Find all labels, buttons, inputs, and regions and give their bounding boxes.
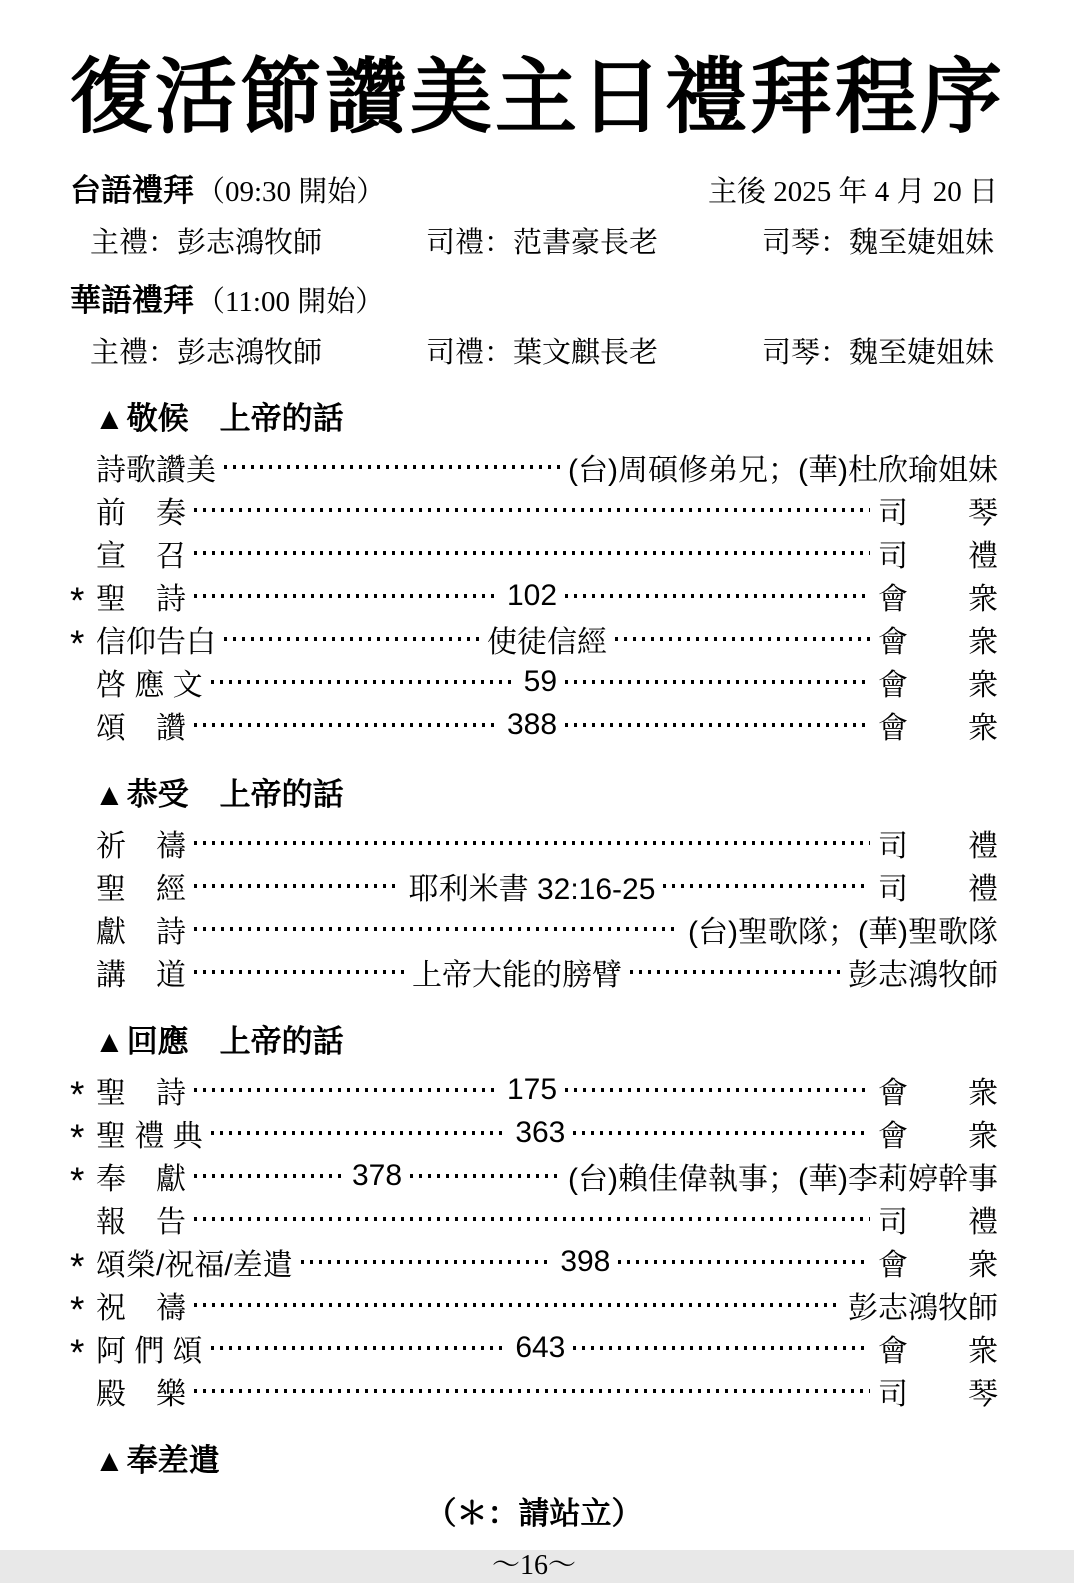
program-row <box>70 1155 998 1201</box>
stand-asterisk: * <box>70 1245 85 1287</box>
program-row <box>70 1327 999 1373</box>
program-item-assignee: (台)周碩修弟兄；(華)杜欣瑜姐妹 <box>568 454 998 488</box>
dot-leader <box>194 1217 870 1221</box>
program-row <box>70 865 998 908</box>
program-row <box>70 704 998 747</box>
section-header <box>94 769 998 814</box>
program-item-label: 宣 召 <box>96 540 186 574</box>
program-item-value: 耶利米書 32:16-25 <box>408 873 656 907</box>
program-item-label: 信仰告白 <box>96 626 216 660</box>
program-row <box>70 661 998 704</box>
dot-leader <box>194 594 499 598</box>
section-header <box>94 393 998 438</box>
triangle-marker-icon: ▲ <box>94 1442 125 1478</box>
program-item-value: 378 <box>351 1159 403 1193</box>
program-row <box>70 1112 999 1158</box>
program-item-value: 175 <box>506 1073 558 1107</box>
program-item-value: 363 <box>515 1116 566 1150</box>
program-row <box>70 618 998 664</box>
dot-leader <box>573 1346 870 1350</box>
stand-asterisk: * <box>70 1288 85 1330</box>
service-header-taiwanese <box>70 165 998 210</box>
triangle-marker-icon: ▲ <box>94 1023 125 1059</box>
program-item-value: 388 <box>506 708 558 742</box>
dot-leader <box>630 970 840 974</box>
triangle-marker-icon: ▲ <box>94 776 125 812</box>
staff-liturgist: 司禮：葉文麒長老 <box>425 336 658 369</box>
dot-leader <box>211 1346 508 1350</box>
dot-leader <box>194 1088 499 1092</box>
program-item-assignee: (台)聖歌隊；(華)聖歌隊 <box>688 916 998 950</box>
program-item-label: 祝 禱 <box>96 1292 186 1326</box>
program-row <box>70 575 998 621</box>
program-item-label: 詩歌讚美 <box>96 454 216 488</box>
program-item-assignee: 會 衆 <box>878 669 999 703</box>
program-row <box>70 1198 998 1241</box>
section-header-label: 敬候 上帝的話 <box>126 400 344 436</box>
program-item-label: 阿 們 頌 <box>96 1335 203 1369</box>
service-staff-taiwanese <box>90 220 994 261</box>
program-item-assignee: 會 衆 <box>878 712 998 746</box>
program-item-assignee: 彭志鴻牧師 <box>848 959 998 993</box>
section-header <box>94 1435 998 1480</box>
program-row <box>70 1284 998 1330</box>
program-item-label: 殿 樂 <box>96 1378 186 1412</box>
program-item-assignee: 司 禮 <box>878 540 998 574</box>
staff-presider: 主禮：彭志鴻牧師 <box>90 336 323 369</box>
dot-leader <box>301 1260 553 1264</box>
dot-leader <box>194 1174 344 1178</box>
program-item-label: 聖 詩 <box>96 583 186 617</box>
program-row <box>70 489 998 532</box>
dot-leader <box>211 1131 508 1135</box>
program-row <box>70 532 998 575</box>
dot-leader <box>194 884 401 888</box>
program-item-assignee: 彭志鴻牧師 <box>848 1292 998 1326</box>
program-item-assignee: 司 禮 <box>878 830 998 864</box>
dot-leader <box>565 594 870 598</box>
program-item-value: 59 <box>523 665 558 699</box>
service-name-time <box>70 165 385 210</box>
dot-leader <box>194 1389 870 1393</box>
dot-leader <box>194 723 499 727</box>
program-row <box>70 446 998 489</box>
program-item-assignee: (台)賴佳偉執事；(華)李莉婷幹事 <box>568 1163 998 1197</box>
program-item-assignee: 會 衆 <box>878 1120 999 1154</box>
program-item-assignee: 司 琴 <box>878 1378 998 1412</box>
section-header-label: 奉差遣 <box>126 1442 220 1478</box>
section-header <box>94 1016 998 1061</box>
dot-leader <box>194 551 870 555</box>
program-item-label: 頌 讚 <box>96 712 186 746</box>
program-item-assignee: 司 禮 <box>878 873 998 907</box>
page-number: ～16～ <box>491 1549 576 1581</box>
stand-asterisk: * <box>70 579 85 621</box>
program-item-label: 聖 經 <box>96 873 186 907</box>
dot-leader <box>565 680 870 684</box>
program-body <box>70 393 998 1480</box>
service-date: 主後 2025 年 4 月 20 日 <box>707 175 998 208</box>
dot-leader <box>410 1174 560 1178</box>
program-row <box>70 951 998 994</box>
dot-leader <box>194 1303 840 1307</box>
program-item-assignee: 會 衆 <box>878 1335 999 1369</box>
program-item-label: 奉 獻 <box>96 1163 186 1197</box>
program-item-value: 398 <box>560 1245 611 1279</box>
stand-asterisk: * <box>70 1116 85 1158</box>
section-header-label: 恭受 上帝的話 <box>126 776 344 812</box>
dot-leader <box>194 508 870 512</box>
dot-leader <box>565 723 870 727</box>
stand-note: （＊：請站立） <box>425 1495 643 1531</box>
service-start-time: （09:30 開始） <box>196 175 386 208</box>
program-item-assignee: 司 禮 <box>878 1206 998 1240</box>
service-staff-mandarin <box>90 330 994 371</box>
dot-leader <box>194 841 870 845</box>
program-item-assignee: 會 衆 <box>878 1249 999 1283</box>
dot-leader <box>194 970 404 974</box>
dot-leader <box>224 465 560 469</box>
service-name: 華語禮拜 <box>70 282 194 318</box>
program-item-assignee: 會 衆 <box>878 1077 998 1111</box>
program-item-assignee: 司 琴 <box>878 497 998 531</box>
program-item-value: 上帝大能的膀臂 <box>412 959 622 993</box>
program-row <box>70 1370 998 1413</box>
section-header-label: 回應 上帝的話 <box>126 1023 344 1059</box>
page-title: 復活節讚美主日禮拜程序 <box>70 52 1006 143</box>
stand-asterisk: * <box>70 1073 85 1115</box>
dot-leader <box>194 927 680 931</box>
program-item-label: 啓 應 文 <box>96 669 203 703</box>
program-row <box>70 822 998 865</box>
program-item-label: 報 告 <box>96 1206 186 1240</box>
dot-leader <box>618 1260 870 1264</box>
staff-presider: 主禮：彭志鴻牧師 <box>90 226 323 259</box>
program-item-label: 前 奏 <box>96 497 186 531</box>
staff-liturgist: 司禮：范書豪長老 <box>425 226 658 259</box>
program-item-label: 祈 禱 <box>96 830 186 864</box>
program-item-label: 獻 詩 <box>96 916 186 950</box>
program-item-label: 講 道 <box>96 959 186 993</box>
stand-asterisk: * <box>70 1159 85 1201</box>
program-item-label: 聖 禮 典 <box>96 1120 203 1154</box>
triangle-marker-icon: ▲ <box>94 400 125 436</box>
program-row <box>70 1069 998 1115</box>
program-item-label: 頌榮/祝福/差遣 <box>96 1249 293 1283</box>
dot-leader <box>224 637 479 641</box>
service-name: 台語禮拜 <box>70 172 194 208</box>
service-name-time <box>70 275 384 320</box>
program-row <box>70 1241 999 1287</box>
dot-leader <box>663 884 870 888</box>
program-item-assignee: 會 衆 <box>878 583 998 617</box>
dot-leader <box>615 637 870 641</box>
program-row <box>70 908 998 951</box>
program-item-assignee: 會 衆 <box>878 626 998 660</box>
staff-pianist: 司琴：魏至婕姐妹 <box>761 336 994 369</box>
service-start-time: （11:00 開始） <box>196 285 385 318</box>
staff-pianist: 司琴：魏至婕姐妹 <box>761 226 994 259</box>
stand-asterisk: * <box>70 622 85 664</box>
program-item-label: 聖 詩 <box>96 1077 186 1111</box>
program-item-value: 643 <box>515 1331 566 1365</box>
program-item-value: 102 <box>506 579 558 613</box>
program-item-value: 使徒信經 <box>487 626 607 660</box>
dot-leader <box>565 1088 870 1092</box>
dot-leader <box>573 1131 870 1135</box>
service-header-mandarin <box>70 275 998 320</box>
stand-asterisk: * <box>70 1331 85 1373</box>
dot-leader <box>211 680 516 684</box>
